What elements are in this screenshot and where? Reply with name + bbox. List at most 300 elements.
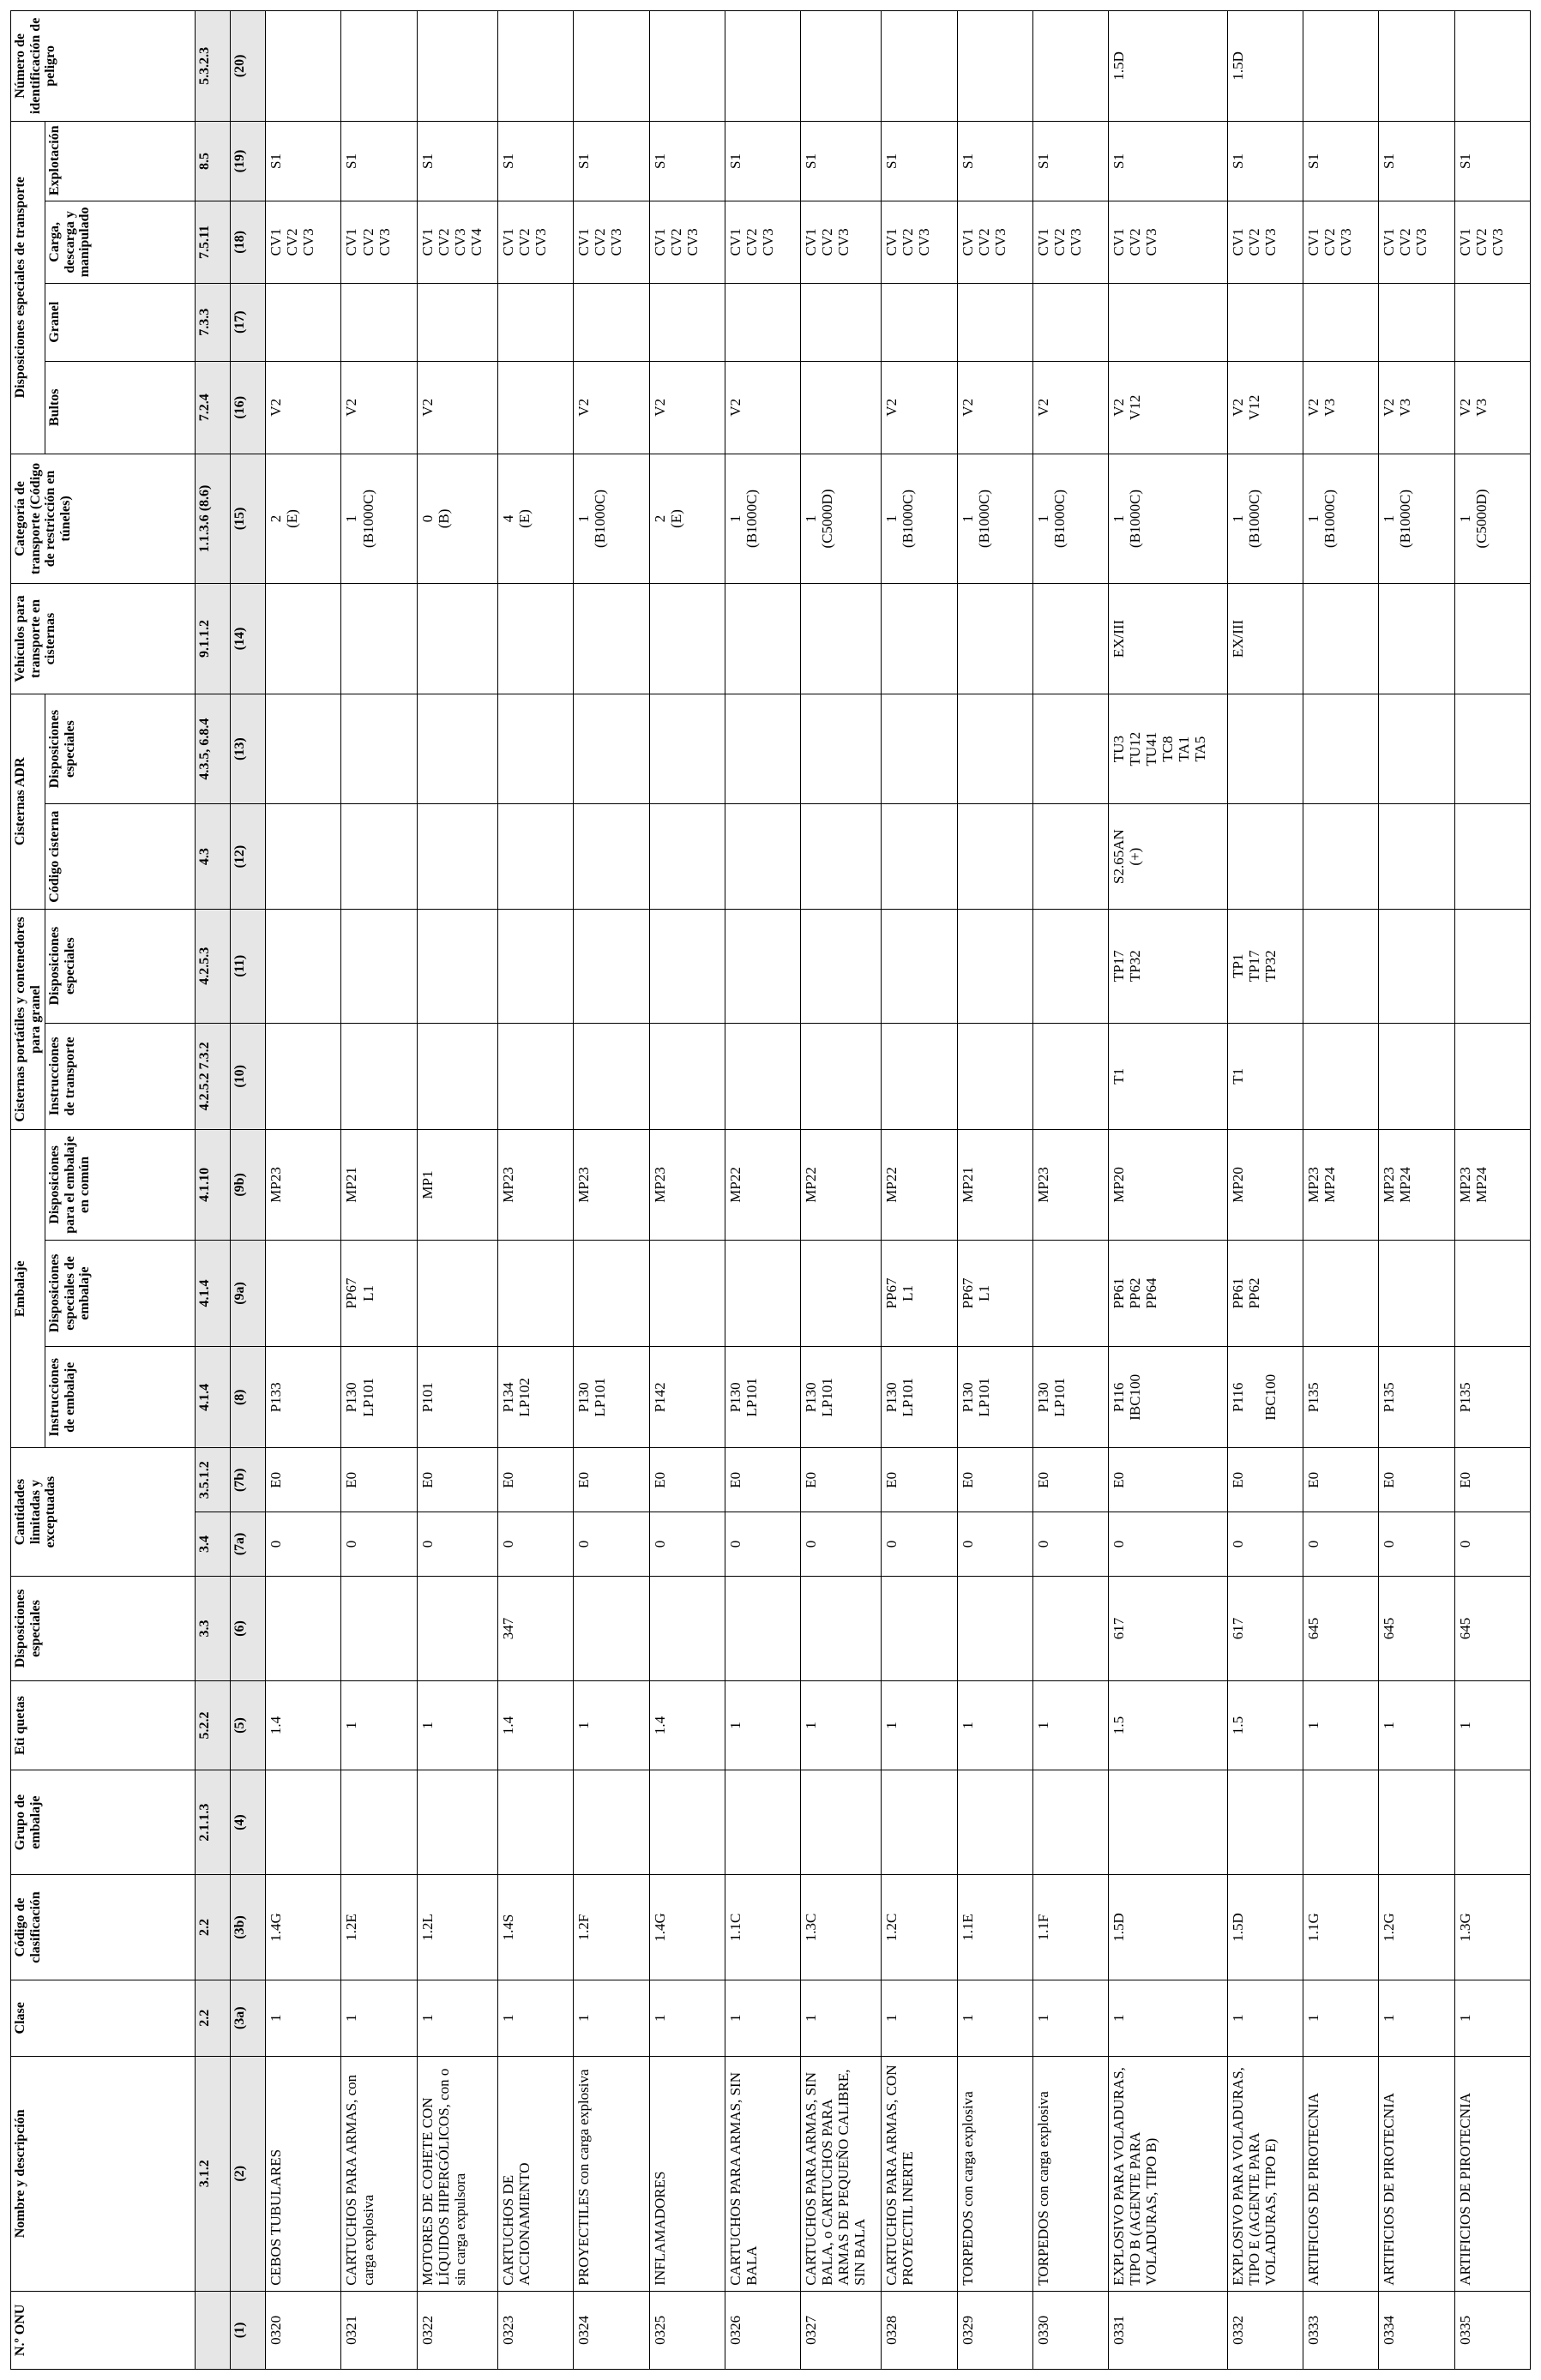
cell-special-packing	[1454, 1240, 1531, 1346]
cell-special-packing	[341, 1240, 417, 1346]
cell-special-provisions: 645	[1379, 1576, 1454, 1680]
cell-packing-instructions	[574, 1347, 649, 1448]
cell-line: P135	[1304, 1382, 1321, 1413]
cell-portable-special	[801, 909, 882, 1023]
cell-line: CV1	[883, 228, 900, 256]
cell-class: 1	[725, 1980, 800, 2056]
cell-un-number: 0325	[649, 2291, 725, 2369]
cell-tank-code	[341, 804, 417, 909]
cell-hazard-id	[497, 11, 573, 122]
cell-line: CV3	[916, 228, 933, 256]
cell-packing-instructions	[801, 1347, 882, 1448]
cell-packing-group	[882, 1770, 957, 1874]
cell-hazard-id	[1032, 11, 1108, 122]
cell-transport-category	[882, 454, 957, 583]
cell-operation: S1	[1454, 121, 1531, 201]
cell-labels: 1	[574, 1681, 649, 1770]
cell-packing-group	[1454, 1770, 1531, 1874]
cell-line: CV2	[1397, 228, 1414, 256]
cell-labels: 1	[725, 1681, 800, 1770]
cell-un-number: 0326	[725, 2291, 800, 2369]
cell-tank-special	[725, 694, 800, 804]
table-row	[341, 11, 417, 2370]
cell-labels: 1	[341, 1681, 417, 1770]
cell-transport-category	[801, 454, 882, 583]
cell-line: TC8	[1159, 736, 1177, 762]
cell-line: P142	[651, 1382, 668, 1413]
cell-line: V12	[1245, 394, 1262, 420]
cell-excepted-qty: E0	[1454, 1448, 1531, 1512]
cell-excepted-qty: E0	[1227, 1448, 1303, 1512]
table-row	[957, 11, 1032, 2370]
cell-name: TORPEDOS con carga explosiva	[957, 2056, 1032, 2291]
column-number-cell-0: (1)	[231, 2291, 266, 2369]
cell-un-number: 0323	[497, 2291, 573, 2369]
cell-loading	[497, 201, 573, 283]
cell-line: TU12	[1127, 731, 1144, 766]
cell-classification-code: 1.5D	[1227, 1875, 1303, 1980]
cell-packing-instructions	[1379, 1347, 1454, 1448]
cell-line: TP32	[1261, 950, 1279, 983]
reference-cell-4: 2.1.1.3	[196, 1770, 231, 1874]
cell-transport-category	[957, 454, 1032, 583]
cell-limited-qty: 0	[341, 1512, 417, 1577]
cell-line: LP101	[819, 1378, 836, 1417]
cell-line: MP23	[499, 1167, 516, 1203]
cell-packing-group	[266, 1770, 341, 1874]
cell-packing-group	[649, 1770, 725, 1874]
cell-line: TU3	[1111, 736, 1128, 763]
cell-line: MP20	[1111, 1167, 1128, 1203]
cell-loading	[1032, 201, 1108, 283]
cell-un-number: 0332	[1227, 2291, 1303, 2369]
cell-packing-instructions	[341, 1347, 417, 1448]
cell-line: TA1	[1176, 736, 1193, 762]
cell-line: V12	[1127, 394, 1144, 420]
cell-special-provisions	[801, 1576, 882, 1680]
column-number-row	[231, 11, 266, 2370]
cell-line: T1	[1229, 1067, 1246, 1085]
cell-packing-group	[1379, 1770, 1454, 1874]
cell-line: V2	[1304, 398, 1321, 417]
cell-line: LP101	[743, 1378, 760, 1417]
cell-classification-code: 1.2F	[574, 1875, 649, 1980]
cell-special-provisions: 617	[1227, 1576, 1303, 1680]
cell-classification-code: 1.1E	[957, 1875, 1032, 1980]
cell-line: 2	[651, 514, 668, 523]
cell-labels: 1.5	[1109, 1681, 1227, 1770]
cell-line: V2	[726, 398, 743, 417]
cell-packing-instructions	[266, 1347, 341, 1448]
cell-operation: S1	[1303, 121, 1378, 201]
cell-limited-qty: 0	[1303, 1512, 1378, 1577]
cell-classification-code: 1.3C	[801, 1875, 882, 1980]
cell-name: PROYECTILES con carga explosiva	[574, 2056, 649, 2291]
table-row	[1379, 11, 1454, 2370]
cell-line: TA5	[1192, 736, 1209, 762]
column-number-cell-20: (18)	[231, 201, 266, 283]
cell-bulk	[1303, 283, 1378, 361]
cell-hazard-id	[341, 11, 417, 122]
cell-class: 1	[957, 1980, 1032, 2056]
cell-excepted-qty: E0	[882, 1448, 957, 1512]
cell-tank-code	[801, 804, 882, 909]
reference-cell-9: 4.1.4	[196, 1347, 231, 1448]
cell-line: (B1000C)	[743, 489, 760, 548]
reference-cell-17: 1.1.3.6 (8.6)	[196, 454, 231, 583]
cell-line: 1	[1456, 514, 1473, 523]
table-row	[266, 11, 341, 2370]
cell-line: LP101	[1050, 1378, 1068, 1417]
cell-loading	[1303, 201, 1378, 283]
cell-classification-code: 1.2E	[341, 1875, 417, 1980]
cell-line: V3	[1472, 398, 1490, 417]
cell-packing-instructions	[1454, 1347, 1531, 1448]
cell-hazard-id	[417, 11, 497, 122]
dangerous-goods-table	[10, 10, 1531, 2370]
cell-excepted-qty: E0	[725, 1448, 800, 1512]
cell-excepted-qty: E0	[801, 1448, 882, 1512]
cell-loading	[1454, 201, 1531, 283]
cell-line: CV3	[608, 228, 625, 256]
header-un-number: N.º ONU	[11, 2291, 196, 2369]
cell-line: CV3	[451, 228, 468, 256]
cell-line: (C5000D)	[819, 489, 836, 549]
cell-name: MOTORES DE COHETE CON LÍQUIDOS HIPERGÓLICOS, con o sin carga expulsora	[417, 2056, 497, 2291]
cell-line: MP22	[803, 1167, 820, 1203]
cell-line: CV1	[959, 228, 976, 256]
header-operation: Explotación	[45, 121, 196, 201]
cell-un-number: 0329	[957, 2291, 1032, 2369]
cell-packages	[266, 361, 341, 454]
cell-labels: 1	[1303, 1681, 1378, 1770]
cell-packages	[1303, 361, 1378, 454]
cell-tank-special	[1109, 694, 1227, 804]
cell-line: CV2	[592, 228, 609, 256]
cell-line: CV3	[759, 228, 776, 256]
cell-line: CV3	[1413, 228, 1430, 256]
cell-line: CV2	[435, 228, 452, 256]
cell-special-packing	[497, 1240, 573, 1346]
cell-line: 1	[1381, 514, 1398, 523]
cell-line: 4	[499, 514, 516, 523]
cell-hazard-id	[1454, 11, 1531, 122]
cell-limited-qty: 0	[574, 1512, 649, 1577]
cell-tank-vehicle	[417, 584, 497, 694]
header-special-packing: Disposiciones especiales de embalaje	[45, 1240, 196, 1346]
cell-packing-group	[1227, 1770, 1303, 1874]
cell-mixed-packing	[341, 1130, 417, 1241]
cell-line: V2	[1381, 398, 1398, 417]
cell-excepted-qty: E0	[957, 1448, 1032, 1512]
cell-mixed-packing	[882, 1130, 957, 1241]
column-number-cell-9: (8)	[231, 1347, 266, 1448]
cell-bulk	[1379, 283, 1454, 361]
cell-packages	[574, 361, 649, 454]
cell-line: L1	[359, 1285, 376, 1301]
cell-limited-qty: 0	[1109, 1512, 1227, 1577]
cell-line: PP61	[1229, 1277, 1246, 1309]
cell-line: V2	[1229, 398, 1246, 417]
cell-un-number: 0334	[1379, 2291, 1454, 2369]
table-row	[649, 11, 725, 2370]
cell-operation: S1	[341, 121, 417, 201]
cell-transport-category	[1303, 454, 1378, 583]
cell-mixed-packing	[497, 1130, 573, 1241]
cell-line: CV3	[835, 228, 852, 256]
cell-line: P130	[726, 1382, 743, 1413]
cell-portable-special	[1303, 909, 1378, 1023]
reference-cell-15: 4.3.5, 6.8.4	[196, 694, 231, 804]
cell-class: 1	[882, 1980, 957, 2056]
cell-transport-instructions	[1227, 1023, 1303, 1129]
cell-labels: 1.4	[266, 1681, 341, 1770]
cell-excepted-qty: E0	[649, 1448, 725, 1512]
cell-tank-code	[1303, 804, 1378, 909]
cell-line: V2	[1034, 398, 1051, 417]
table-row	[1109, 11, 1227, 2370]
cell-packing-instructions	[417, 1347, 497, 1448]
cell-line: MP23	[651, 1167, 668, 1203]
cell-limited-qty: 0	[1227, 1512, 1303, 1577]
cell-excepted-qty: E0	[1109, 1448, 1227, 1512]
cell-un-number: 0324	[574, 2291, 649, 2369]
reference-cell-11: 4.1.10	[196, 1130, 231, 1241]
cell-line: MP23	[1034, 1167, 1051, 1203]
cell-packing-instructions	[1032, 1347, 1108, 1448]
cell-operation: S1	[1032, 121, 1108, 201]
cell-bulk	[1454, 283, 1531, 361]
cell-excepted-qty: E0	[417, 1448, 497, 1512]
cell-tank-special	[1227, 694, 1303, 804]
reference-cell-7: 3.4	[196, 1512, 231, 1577]
cell-classification-code: 1.1C	[725, 1875, 800, 1980]
cell-line: P130	[959, 1382, 976, 1413]
cell-bulk	[1109, 283, 1227, 361]
cell-line: LP101	[900, 1378, 917, 1417]
cell-line: (B1000C)	[1321, 489, 1338, 548]
cell-tank-code	[497, 804, 573, 909]
group-adr-tanks: Cisternas ADR	[11, 694, 45, 909]
cell-excepted-qty: E0	[1032, 1448, 1108, 1512]
cell-packages	[957, 361, 1032, 454]
cell-class: 1	[1032, 1980, 1108, 2056]
cell-line: CV3	[1261, 228, 1279, 256]
column-number-cell-5: (5)	[231, 1681, 266, 1770]
cell-line: CV3	[683, 228, 701, 256]
cell-limited-qty: 0	[1032, 1512, 1108, 1577]
cell-line: CV2	[1321, 228, 1338, 256]
cell-classification-code: 1.4G	[649, 1875, 725, 1980]
cell-operation: S1	[649, 121, 725, 201]
cell-line: (B1000C)	[900, 489, 917, 548]
reference-cell-1: 3.1.2	[196, 2056, 231, 2291]
cell-line: (B1000C)	[359, 489, 376, 548]
cell-un-number: 0322	[417, 2291, 497, 2369]
cell-transport-instructions	[341, 1023, 417, 1129]
cell-line: (C5000D)	[1472, 489, 1490, 549]
header-packing-instructions: Instrucciones de embalaje	[45, 1347, 196, 1448]
cell-transport-category	[417, 454, 497, 583]
cell-class: 1	[341, 1980, 417, 2056]
cell-limited-qty: 0	[1454, 1512, 1531, 1577]
header-mixed-packing: Disposiciones para el embalaje en común	[45, 1130, 196, 1241]
cell-mixed-packing	[1227, 1130, 1303, 1241]
cell-line: LP102	[516, 1378, 533, 1417]
cell-packing-instructions	[1227, 1347, 1303, 1448]
cell-line: CV1	[343, 228, 360, 256]
cell-transport-category	[266, 454, 341, 583]
cell-name: CARTUCHOS DE ACCIONAMIENTO	[497, 2056, 573, 2291]
cell-transport-category	[1032, 454, 1108, 583]
cell-tank-code	[266, 804, 341, 909]
cell-special-provisions: 347	[497, 1576, 573, 1680]
cell-portable-special	[266, 909, 341, 1023]
cell-packing-instructions	[957, 1347, 1032, 1448]
cell-line: CV3	[300, 228, 317, 256]
cell-packages	[417, 361, 497, 454]
cell-loading	[649, 201, 725, 283]
cell-special-packing	[1227, 1240, 1303, 1346]
cell-packages	[801, 361, 882, 454]
cell-tank-vehicle	[574, 584, 649, 694]
cell-special-provisions	[725, 1576, 800, 1680]
cell-hazard-id	[1379, 11, 1454, 122]
header-transport-instructions: Instrucciones de transporte	[45, 1023, 196, 1129]
header-packages: Bultos	[45, 361, 196, 454]
cell-line: MP24	[1397, 1167, 1414, 1203]
cell-line: MP22	[883, 1167, 900, 1203]
cell-line: CV1	[499, 228, 516, 256]
column-number-cell-18: (16)	[231, 361, 266, 454]
cell-name: CARTUCHOS PARA ARMAS, SIN BALA	[725, 2056, 800, 2291]
cell-tank-code	[1032, 804, 1108, 909]
cell-mixed-packing	[1032, 1130, 1108, 1241]
cell-class: 1	[574, 1980, 649, 2056]
cell-line: (E)	[667, 509, 684, 528]
cell-special-provisions	[649, 1576, 725, 1680]
cell-packages	[497, 361, 573, 454]
cell-line: MP24	[1321, 1167, 1338, 1203]
cell-classification-code: 1.1G	[1303, 1875, 1378, 1980]
cell-line: MP23	[1304, 1167, 1321, 1203]
cell-line: V3	[1397, 398, 1414, 417]
cell-line: TP32	[1127, 950, 1144, 983]
cell-operation: S1	[266, 121, 341, 201]
cell-transport-instructions	[1303, 1023, 1378, 1129]
cell-class: 1	[497, 1980, 573, 2056]
cell-line: CV1	[1111, 228, 1128, 256]
cell-line: CV3	[1489, 228, 1506, 256]
cell-line: P130	[803, 1382, 820, 1413]
cell-name: ARTIFICIOS DE PIROTECNIA	[1379, 2056, 1454, 2291]
cell-operation: S1	[1109, 121, 1227, 201]
cell-line: LP101	[975, 1378, 992, 1417]
group-special-transport: Disposiciones especiales de transporte	[11, 121, 45, 454]
cell-line: (B1000C)	[1127, 489, 1144, 548]
cell-special-packing	[266, 1240, 341, 1346]
cell-bulk	[1032, 283, 1108, 361]
cell-line: 1	[1229, 514, 1246, 523]
cell-transport-instructions	[725, 1023, 800, 1129]
cell-name: TORPEDOS con carga explosiva	[1032, 2056, 1108, 2291]
cell-line: (B1000C)	[1245, 489, 1262, 548]
cell-special-packing	[801, 1240, 882, 1346]
cell-labels: 1.4	[497, 1681, 573, 1770]
cell-hazard-id	[266, 11, 341, 122]
cell-operation: S1	[1379, 121, 1454, 201]
cell-transport-instructions	[417, 1023, 497, 1129]
cell-class: 1	[1379, 1980, 1454, 2056]
reference-cell-3: 2.2	[196, 1875, 231, 1980]
cell-special-packing	[649, 1240, 725, 1346]
table-row	[497, 11, 573, 2370]
cell-transport-instructions	[882, 1023, 957, 1129]
cell-operation: S1	[574, 121, 649, 201]
cell-transport-category	[1109, 454, 1227, 583]
reference-row	[196, 11, 231, 2370]
cell-line: CV2	[1245, 228, 1262, 256]
cell-un-number: 0327	[801, 2291, 882, 2369]
group-packaging: Embalaje	[11, 1130, 45, 1448]
cell-line: MP21	[959, 1167, 976, 1203]
cell-tank-vehicle	[882, 584, 957, 694]
cell-portable-special	[649, 909, 725, 1023]
cell-special-provisions	[417, 1576, 497, 1680]
cell-labels: 1.4	[649, 1681, 725, 1770]
cell-line: P130	[343, 1382, 360, 1413]
cell-transport-instructions	[574, 1023, 649, 1129]
table-row	[1303, 11, 1378, 2370]
cell-line: CV2	[975, 228, 992, 256]
reference-cell-12: 4.2.5.2 7.3.2	[196, 1023, 231, 1129]
cell-bulk	[649, 283, 725, 361]
cell-labels: 1.5	[1227, 1681, 1303, 1770]
cell-line: CV1	[1381, 228, 1398, 256]
cell-tank-code	[1227, 804, 1303, 909]
cell-line: CV3	[533, 228, 550, 256]
cell-class: 1	[417, 1980, 497, 2056]
cell-line: CV2	[667, 228, 684, 256]
cell-line: MP23	[268, 1167, 285, 1203]
cell-transport-instructions	[1379, 1023, 1454, 1129]
cell-class: 1	[1454, 1980, 1531, 2056]
cell-operation: S1	[1227, 121, 1303, 201]
cell-class: 1	[266, 1980, 341, 2056]
table-body	[266, 11, 1531, 2370]
cell-tank-vehicle	[497, 584, 573, 694]
cell-name: ARTIFICIOS DE PIROTECNIA	[1303, 2056, 1378, 2291]
header-bulk: Granel	[45, 283, 196, 361]
cell-line: TP1	[1229, 953, 1246, 978]
cell-bulk	[882, 283, 957, 361]
cell-line: MP23	[1381, 1167, 1398, 1203]
cell-classification-code: 1.3G	[1454, 1875, 1531, 1980]
cell-tank-special	[1454, 694, 1531, 804]
cell-line: CV3	[1143, 228, 1160, 256]
cell-line: CV3	[1338, 228, 1354, 256]
cell-tank-code	[649, 804, 725, 909]
cell-tank-special	[341, 694, 417, 804]
cell-line: CV1	[726, 228, 743, 256]
cell-classification-code: 1.4S	[497, 1875, 573, 1980]
cell-tank-special	[801, 694, 882, 804]
cell-portable-special	[1379, 909, 1454, 1023]
cell-loading	[341, 201, 417, 283]
column-number-cell-8: (7b)	[231, 1448, 266, 1512]
table-row	[1454, 11, 1531, 2370]
cell-line: LP101	[359, 1378, 376, 1417]
